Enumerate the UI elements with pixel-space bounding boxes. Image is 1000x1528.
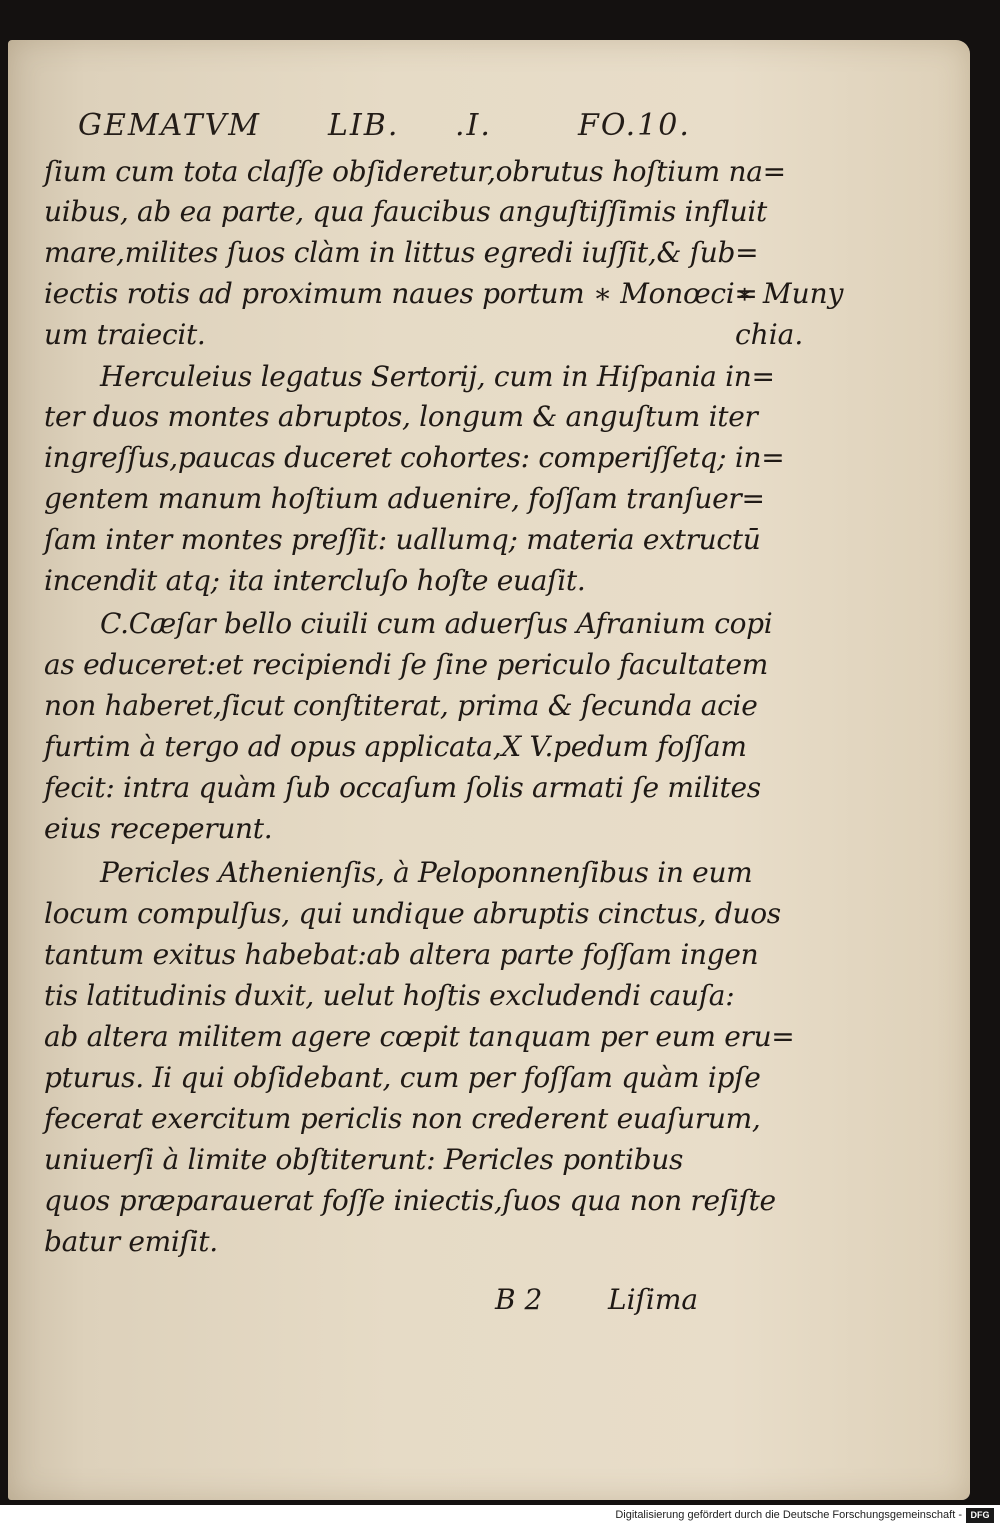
text-line: non haberet,ſicut conſtiterat, prima & ſecunda acie [44, 689, 758, 722]
margin-note-line: chia. [735, 318, 804, 351]
text-line: batur emiſit. [44, 1225, 218, 1258]
text-line: Pericles Athenienſis, à Peloponnenſibus in eum [100, 856, 753, 889]
signature-mark: B 2 [495, 1283, 543, 1316]
catchword: Liſima [608, 1283, 699, 1316]
header-book: LIB. [328, 108, 400, 143]
header-folio: FO.10. [578, 108, 691, 143]
header-title: GEMATVM [78, 108, 261, 143]
margin-note-line: ∗ Muny [735, 277, 844, 310]
dfg-logo: DFG [966, 1508, 994, 1523]
text-line: gentem manum hoſtium aduenire, foſſam tranſuer= [44, 482, 765, 515]
text-line: uniuerſi à limite obſtiterunt: Pericles pontibus [44, 1143, 684, 1176]
text-line: quos præparauerat foſſe iniectis,ſuos qua non reſiſte [44, 1184, 776, 1217]
text-line: uibus, ab ea parte, qua faucibus anguſtiſſimis influit [44, 195, 767, 228]
header-number: .I. [455, 108, 492, 143]
footer-credit: Digitalisierung gefördert durch die Deutsche Forschungsgemeinschaft - [615, 1509, 962, 1521]
text-line: fecit: intra quàm ſub occaſum ſolis armati ſe milites [44, 771, 761, 804]
text-line: pturus. Ii qui obſidebant, cum per foſſam quàm ipſe [44, 1061, 761, 1094]
footer-bar [0, 1505, 1000, 1528]
text-line: incendit atq; ita intercluſo hoſte euaſit. [44, 564, 586, 597]
text-line: ſam inter montes preſſit: uallumq; materia extructū [44, 523, 761, 556]
text-line: fecerat exercitum periclis non crederent euaſurum, [44, 1102, 761, 1135]
text-line: ab altera militem agere cœpit tanquam per eum eru= [44, 1020, 795, 1053]
text-line: locum compulſus, qui undique abruptis cinctus, duos [44, 897, 781, 930]
text-line: um traiecit. [44, 318, 206, 351]
text-line: tantum exitus habebat:ab altera parte foſſam ingen [44, 938, 759, 971]
text-line: eius receperunt. [44, 812, 273, 845]
text-line: tis latitudinis duxit, uelut hoſtis excludendi cauſa: [44, 979, 735, 1012]
text-line: as educeret:et recipiendi ſe ſine periculo facultatem [44, 648, 769, 681]
text-line: ingreſſus,paucas duceret cohortes: comperiſſetq; in= [44, 441, 785, 474]
text-line: Herculeius legatus Sertorij, cum in Hiſpania in= [100, 360, 775, 393]
text-line: ſium cum tota claſſe obſideretur,obrutus hoſtium na= [44, 155, 786, 188]
text-line: ter duos montes abruptos, longum & anguſtum iter [44, 400, 758, 433]
text-line: furtim à tergo ad opus applicata,X V.pedum foſſam [44, 730, 747, 763]
text-line: iectis rotis ad proximum naues portum ∗ Monœci= [44, 277, 758, 310]
running-header [0, 108, 1000, 148]
text-line: C.Cæſar bello ciuili cum aduerſus Afranium copi [100, 607, 773, 640]
text-line: mare,milites ſuos clàm in littus egredi iuſſit,& ſub= [44, 236, 759, 269]
